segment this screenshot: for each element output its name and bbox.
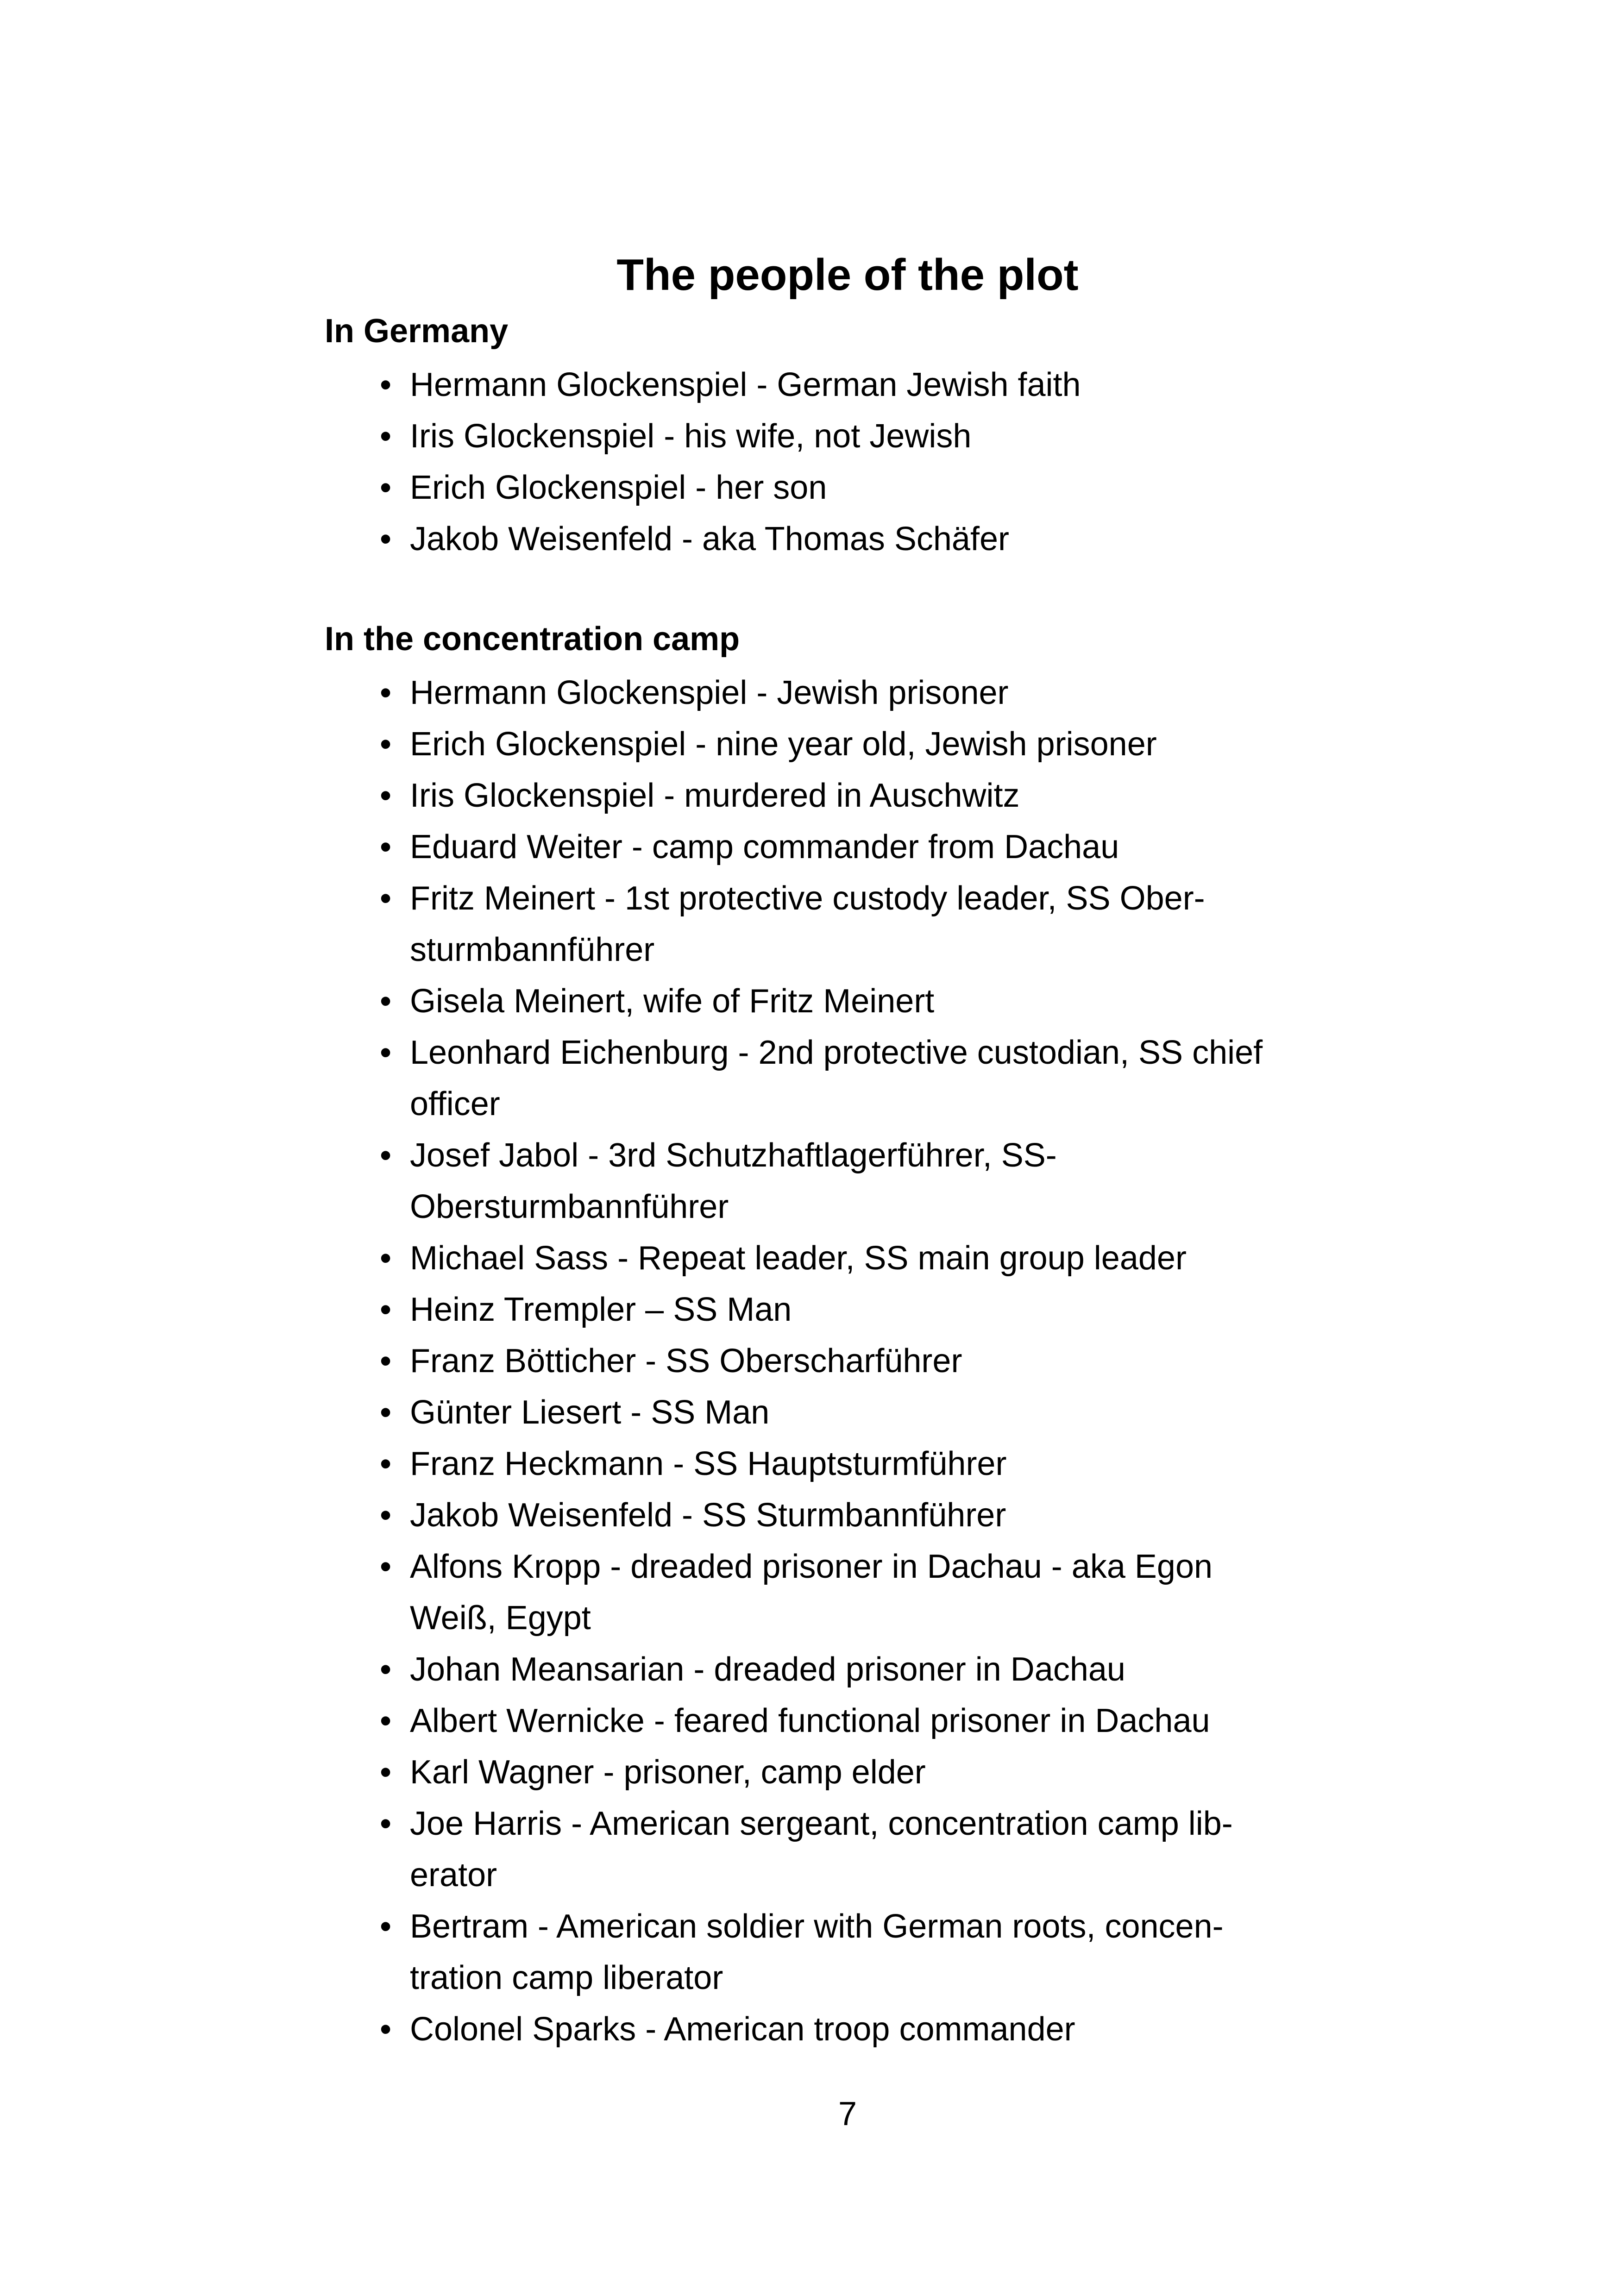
- page-title: The people of the plot: [616, 250, 1079, 300]
- list-item: • Johan Meansarian - dreaded prisoner in Dachau: [380, 1644, 1399, 1695]
- list-item: • Hermann Glockenspiel - German Jewish faith: [380, 359, 1399, 411]
- list-item: • Albert Wernicke - feared functional prisoner in Dachau: [380, 1695, 1399, 1747]
- list-item: • Bertram - American soldier with German roots, concen- tration camp liberator: [380, 1901, 1399, 2004]
- list-item: • Fritz Meinert - 1st protective custody leader, SS Ober- sturmbannführer: [380, 873, 1399, 976]
- list-item: • Franz Bötticher - SS Oberscharführer: [380, 1336, 1399, 1387]
- list-item: • Leonhard Eichenburg - 2nd protective custodian, SS chief officer: [380, 1027, 1399, 1130]
- page-number: 7: [838, 2095, 857, 2133]
- list-item: • Colonel Sparks - American troop commander: [380, 2004, 1399, 2055]
- list-item: • Günter Liesert - SS Man: [380, 1387, 1399, 1438]
- people-list-germany: [380, 359, 1399, 565]
- section-heading-in-germany: In Germany: [325, 313, 509, 350]
- list-item: • Franz Heckmann - SS Hauptsturmführer: [380, 1438, 1399, 1490]
- list-item: • Heinz Trempler – SS Man: [380, 1284, 1399, 1336]
- list-item: • Jakob Weisenfeld - SS Sturmbannführer: [380, 1490, 1399, 1541]
- list-item: • Hermann Glockenspiel - Jewish prisoner: [380, 667, 1399, 719]
- list-item: • Gisela Meinert, wife of Fritz Meinert: [380, 976, 1399, 1027]
- list-item: • Erich Glockenspiel - her son: [380, 462, 1399, 514]
- list-item: • Jakob Weisenfeld - aka Thomas Schäfer: [380, 514, 1399, 565]
- list-item: • Eduard Weiter - camp commander from Dachau: [380, 822, 1399, 873]
- section-heading-concentration-camp: In the concentration camp: [325, 621, 740, 658]
- list-item: • Karl Wagner - prisoner, camp elder: [380, 1747, 1399, 1798]
- list-item: • Josef Jabol - 3rd Schutzhaftlagerführer, SS- Obersturmbannführer: [380, 1130, 1399, 1233]
- list-item: • Iris Glockenspiel - his wife, not Jewish: [380, 411, 1399, 462]
- list-item: • Iris Glockenspiel - murdered in Auschwitz: [380, 770, 1399, 822]
- list-item: • Alfons Kropp - dreaded prisoner in Dachau - aka Egon Weiß, Egypt: [380, 1541, 1399, 1644]
- list-item: • Erich Glockenspiel - nine year old, Jewish prisoner: [380, 719, 1399, 770]
- list-item: • Joe Harris - American sergeant, concentration camp lib- erator: [380, 1798, 1399, 1901]
- people-list-camp: [380, 667, 1399, 2055]
- list-item: • Michael Sass - Repeat leader, SS main group leader: [380, 1233, 1399, 1284]
